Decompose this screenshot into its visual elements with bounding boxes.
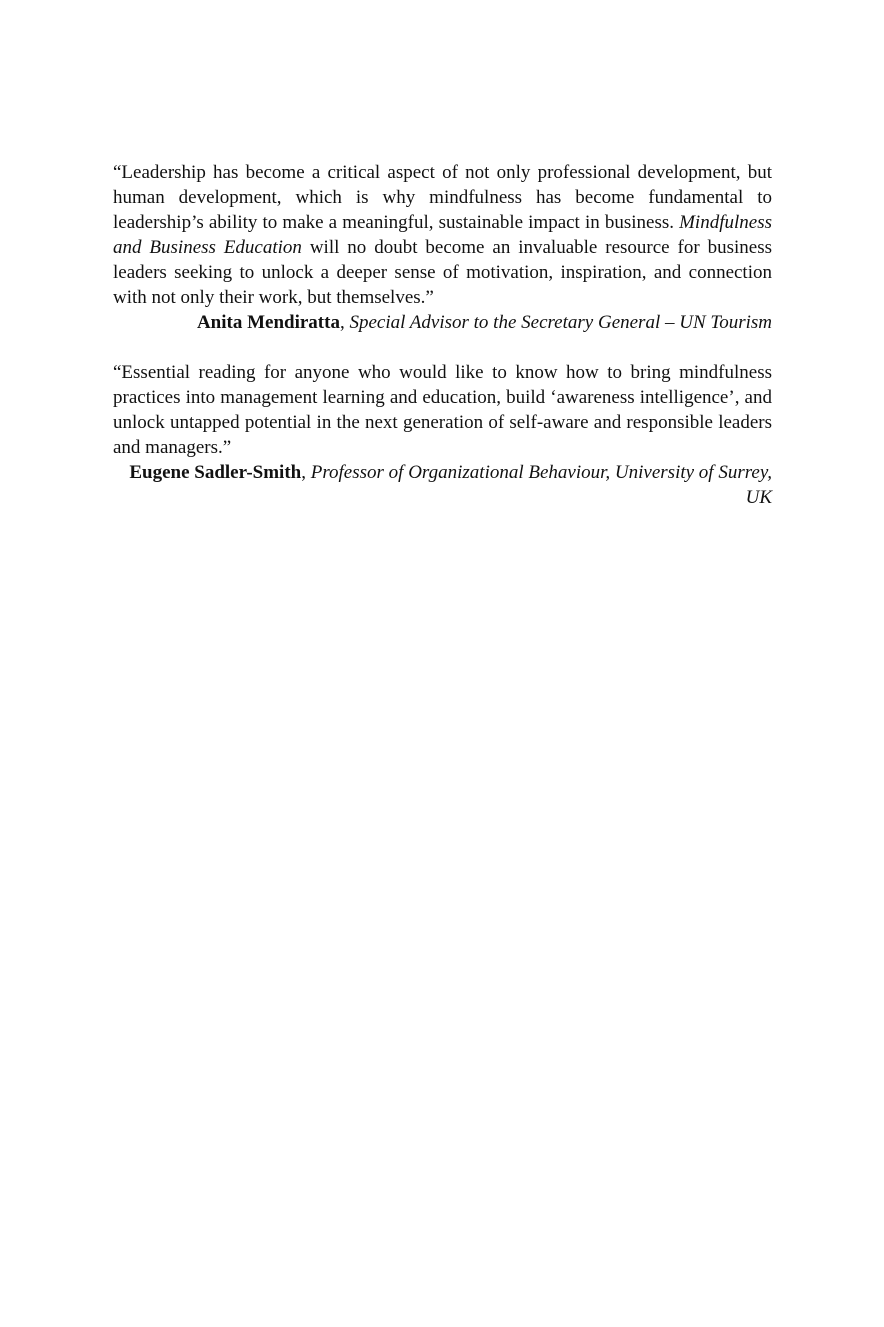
attribution-separator: ,: [301, 462, 311, 483]
attribution-separator: ,: [339, 312, 350, 333]
endorser-name: Anita Mendiratta: [196, 312, 340, 333]
endorsement-sadler-smith: [113, 360, 772, 510]
endorsement-attribution: [113, 310, 772, 335]
quote-text-part2: will no doubt become an invaluable resource for business leaders seeking to unlock a deeper sense of motivation, inspiration, and connection with not only their work, but themselves.”: [113, 237, 772, 308]
endorsement-quote: “Essential reading for anyone who would like to know how to bring mindfulness practices into management learning and education, build ‘awareness intelligence’, and unlock untapped potential in the next generation of self-aware and responsible leaders and managers.”: [113, 362, 772, 458]
endorsements-page: [113, 160, 772, 535]
endorsement-mendiratta: [113, 160, 772, 335]
quote-text-part1: “Leadership has become a critical aspect of not only professional development, but human development, which is why mindfulness has become fundamental to leadership’s ability to make a meaningful, sustainable impact in business.: [113, 162, 772, 233]
endorser-name: Eugene Sadler-Smith: [129, 462, 302, 483]
book-title: Mindfulness and Business Education: [113, 212, 772, 258]
endorser-role: Professor of Organizational Behaviour, University of Surrey, UK: [310, 462, 772, 508]
endorser-role: Special Advisor to the Secretary General – UN Tourism: [349, 312, 772, 333]
endorsement-quote: [113, 160, 772, 310]
endorsement-attribution: [113, 460, 772, 510]
